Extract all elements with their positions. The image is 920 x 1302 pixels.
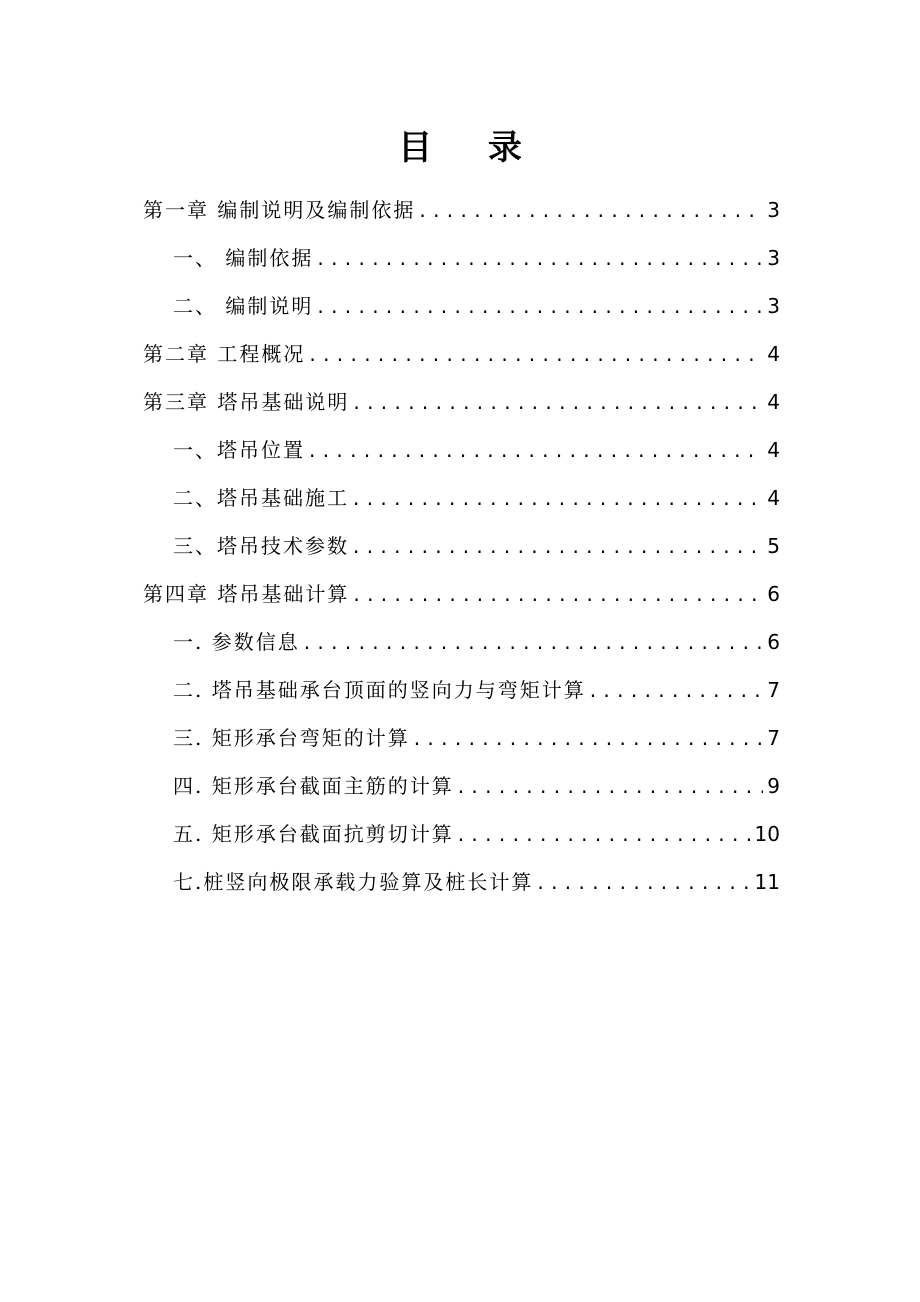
toc-leader-dots <box>353 529 763 563</box>
toc-page-number: 3 <box>767 198 780 222</box>
toc-entry-chapter-3[interactable] <box>143 385 780 419</box>
toc-entry-label: 第四章 塔吊基础计算 <box>143 582 350 606</box>
toc-entry-4-2[interactable] <box>173 673 780 707</box>
toc-entry-3-3[interactable] <box>173 529 780 563</box>
toc-entry-label: 五. 矩形承台截面抗剪切计算 <box>173 822 454 846</box>
toc-entry-4-1[interactable] <box>173 625 780 659</box>
toc-title: 目 录 <box>398 128 544 168</box>
toc-page-number: 6 <box>767 630 780 654</box>
toc-entry-label: 二、塔吊基础施工 <box>173 486 349 510</box>
toc-entry-4-4[interactable] <box>173 769 780 803</box>
toc-page-number: 7 <box>767 726 780 750</box>
toc-leader-dots <box>317 241 763 275</box>
toc-page-number: 4 <box>767 438 780 462</box>
toc-entry-label: 七.桩竖向极限承载力验算及桩长计算 <box>173 870 534 894</box>
toc-page-number: 5 <box>767 534 780 558</box>
toc-page-number: 11 <box>754 870 780 894</box>
toc-entry-label: 二、 编制说明 <box>173 294 314 318</box>
toc-page-number: 9 <box>767 774 780 798</box>
toc-leader-dots <box>458 817 751 851</box>
toc-page-number: 3 <box>767 246 780 270</box>
toc-leader-dots <box>353 385 763 419</box>
toc-entry-label: 四. 矩形承台截面主筋的计算 <box>173 774 454 798</box>
toc-entry-4-3[interactable] <box>173 721 780 755</box>
toc-leader-dots <box>309 433 763 467</box>
toc-entry-label: 第三章 塔吊基础说明 <box>143 390 350 414</box>
toc-page-number: 4 <box>767 486 780 510</box>
toc-entry-3-1[interactable] <box>173 433 780 467</box>
toc-entry-label: 第二章 工程概况 <box>143 342 306 366</box>
toc-entry-label: 一、塔吊位置 <box>173 438 305 462</box>
toc-entry-4-5[interactable] <box>173 817 780 851</box>
toc-leader-dots <box>353 577 763 611</box>
toc-page-number: 4 <box>767 390 780 414</box>
toc-leader-dots <box>590 673 764 707</box>
toc-leader-dots <box>419 193 763 227</box>
toc-entry-label: 第一章 编制说明及编制依据 <box>143 198 416 222</box>
toc-entry-label: 三. 矩形承台弯矩的计算 <box>173 726 410 750</box>
toc-page-number: 7 <box>767 678 780 702</box>
toc-page-number: 10 <box>754 822 780 846</box>
toc-leader-dots <box>353 481 763 515</box>
toc-page-number: 4 <box>767 342 780 366</box>
toc-page-number: 3 <box>767 294 780 318</box>
toc-leader-dots <box>317 289 763 323</box>
toc-leader-dots <box>304 625 764 659</box>
toc-entry-label: 一. 参数信息 <box>173 630 300 654</box>
toc-entry-label: 二. 塔吊基础承台顶面的竖向力与弯矩计算 <box>173 678 586 702</box>
toc-entry-4-7[interactable] <box>173 865 780 899</box>
toc-entry-label: 三、塔吊技术参数 <box>173 534 349 558</box>
toc-leader-dots <box>309 337 763 371</box>
toc-page-number: 6 <box>767 582 780 606</box>
toc-entry-chapter-1[interactable] <box>143 193 780 227</box>
toc-leader-dots <box>414 721 764 755</box>
toc-entry-chapter-2[interactable] <box>143 337 780 371</box>
toc-leader-dots <box>458 769 764 803</box>
toc-entry-3-2[interactable] <box>173 481 780 515</box>
toc-entry-chapter-4[interactable] <box>143 577 780 611</box>
toc-leader-dots <box>537 865 750 899</box>
toc-entry-1-1[interactable] <box>173 241 780 275</box>
toc-entry-label: 一、 编制依据 <box>173 246 314 270</box>
toc-entry-1-2[interactable] <box>173 289 780 323</box>
